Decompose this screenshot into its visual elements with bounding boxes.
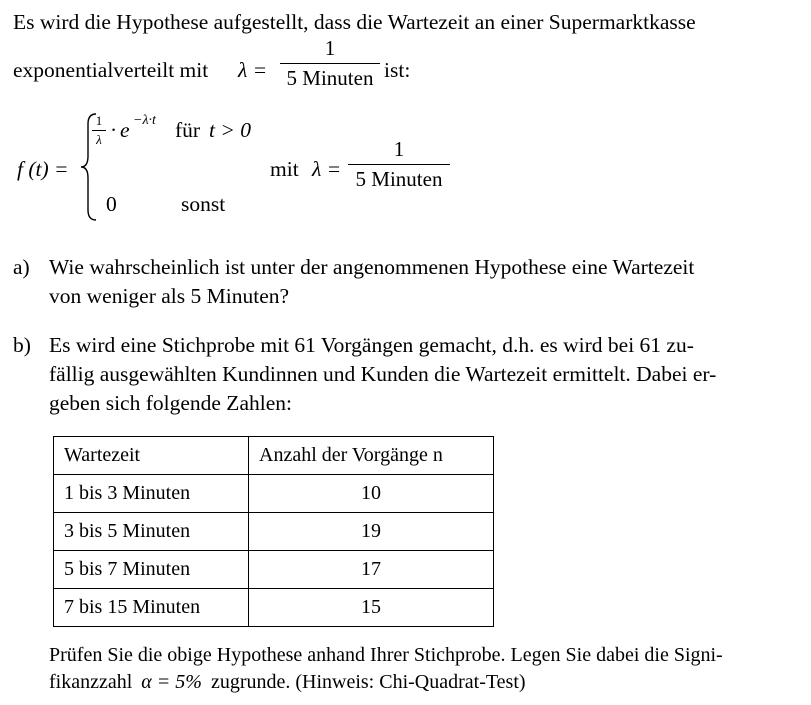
case1-coefficient: 1 λ xyxy=(92,113,106,148)
case1-base: e xyxy=(120,118,130,142)
intro-frac-bar xyxy=(280,63,380,64)
table-cell-count: 15 xyxy=(249,589,494,627)
task-a-line-2: von weniger als 5 Minuten? xyxy=(49,284,290,308)
task-b-label: b) xyxy=(13,333,31,357)
table-header-row xyxy=(54,437,494,475)
formula-frac-bar xyxy=(348,164,450,165)
formula-frac-numerator: 1 xyxy=(393,137,405,161)
table-header-anzahl: Anzahl der Vorgänge n xyxy=(249,437,494,475)
table-cell-count: 19 xyxy=(249,513,494,551)
table-cell-interval: 3 bis 5 Minuten xyxy=(54,513,249,551)
formula-lambda: λ = xyxy=(312,157,342,181)
formula-fraction xyxy=(348,137,450,192)
case1-condition: t > 0 xyxy=(209,118,251,142)
table-cell-interval: 5 bis 7 Minuten xyxy=(54,551,249,589)
formula-frac-denominator: 5 Minuten xyxy=(355,167,443,192)
task-b-line-2: fällig ausgewählten Kundinnen und Kunden die Wartezeit ermittelt. Dabei er- xyxy=(49,362,717,386)
formula-mit: mit xyxy=(270,157,299,181)
case1-exponent: −λ·t xyxy=(133,113,156,128)
table-row xyxy=(54,589,494,627)
conclusion-line-2 xyxy=(49,671,526,694)
waiting-time-table xyxy=(53,436,494,627)
conclusion-line-1: Prüfen Sie die obige Hypothese anhand Ihrer Stichprobe. Legen Sie dabei die Signi- xyxy=(49,644,723,666)
intro-line-1: Es wird die Hypothese aufgestellt, dass die Wartezeit an einer Supermarktkasse xyxy=(13,10,696,34)
table-cell-count: 17 xyxy=(249,551,494,589)
intro-line-2-prefix: exponentialverteilt mit xyxy=(13,58,209,82)
case2-value: 0 xyxy=(106,192,117,216)
table-cell-interval: 7 bis 15 Minuten xyxy=(54,589,249,627)
intro-line-2-suffix: ist: xyxy=(384,58,411,82)
intro-lambda: λ = xyxy=(238,58,268,82)
task-b-line-3: geben sich folgende Zahlen: xyxy=(49,391,292,415)
intro-frac-denominator: 5 Minuten xyxy=(286,66,374,91)
formula-lhs: f (t) = xyxy=(17,157,69,181)
task-a-line-1: Wie wahrscheinlich ist unter der angenommenen Hypothese eine Wartezeit xyxy=(49,255,695,279)
task-a-label: a) xyxy=(13,255,30,279)
intro-fraction xyxy=(280,36,380,91)
conclusion-line-2-suffix: zugrunde. (Hinweis: Chi-Quadrat-Test) xyxy=(210,671,526,693)
case2-condition: sonst xyxy=(181,192,226,216)
case1-dot: · xyxy=(110,118,118,142)
table-row xyxy=(54,475,494,513)
significance-level: α = 5% xyxy=(141,671,202,693)
table-row xyxy=(54,551,494,589)
case1-condition-prefix: für xyxy=(175,118,201,142)
intro-frac-numerator: 1 xyxy=(324,36,336,60)
table-cell-count: 10 xyxy=(249,475,494,513)
table-cell-interval: 1 bis 3 Minuten xyxy=(54,475,249,513)
conclusion-line-2-prefix: fikanzzahl xyxy=(49,671,133,693)
task-b-line-1: Es wird eine Stichprobe mit 61 Vorgängen gemacht, d.h. es wird bei 61 zu- xyxy=(49,333,694,357)
table-header-wartezeit: Wartezeit xyxy=(54,437,249,475)
table-row xyxy=(54,513,494,551)
